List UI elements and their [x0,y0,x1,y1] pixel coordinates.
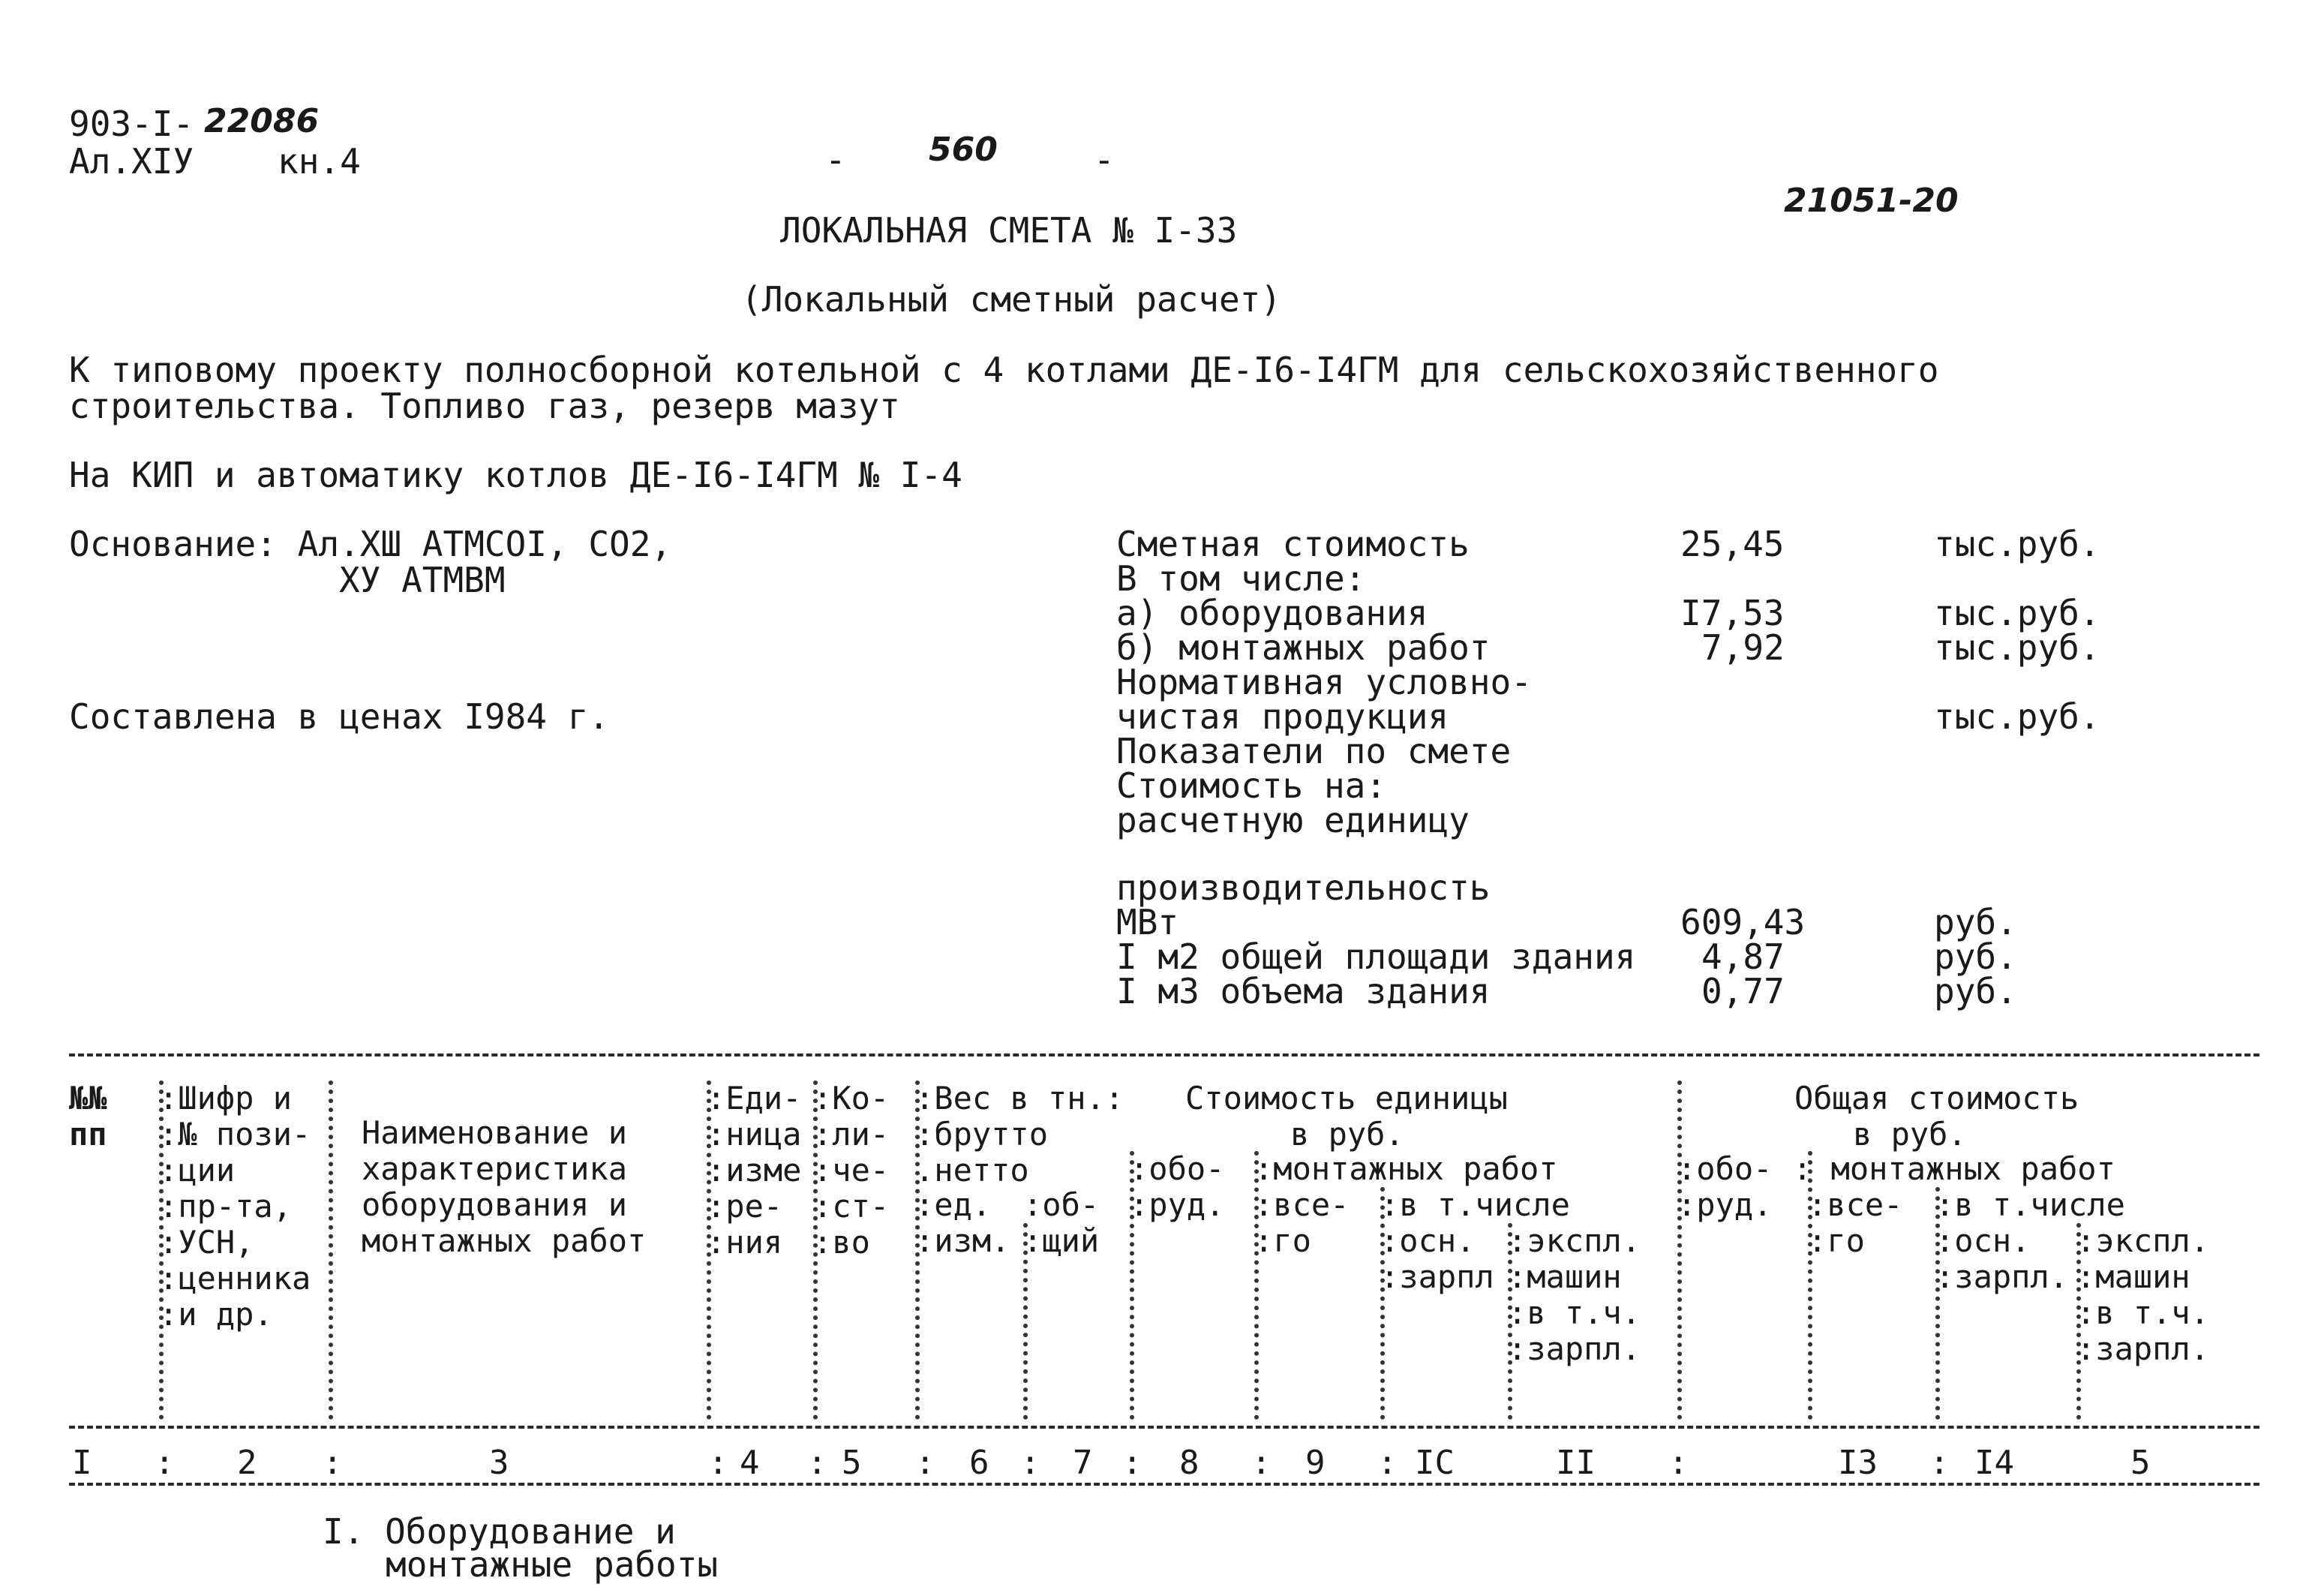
summary-install-value: 7,92 [1701,627,1785,668]
page-subtitle: (Локальный сметный расчет) [741,279,1282,320]
column-number: 5 [2130,1444,2151,1482]
summary-area-value: 4,87 [1701,936,1785,977]
column-number: 3 [489,1444,509,1482]
basis-line-2: ХУ АТМВМ [339,560,506,600]
col-header-total-machines: :экспл. :машин :в т.ч. :зарпл. [2076,1222,2210,1367]
col-header-unit-incl: :в т.числе [1380,1186,1570,1223]
summary-area-label: I м2 общей площади здания [1116,936,1636,977]
doc-code-handwritten: 22086 [204,102,320,140]
summary-calc-unit: расчетную единицу [1116,800,1470,840]
column-separator-mark: : [1122,1444,1142,1482]
summary-including: В том числе: [1116,558,1366,599]
summary-normative-line-2: чистая продукция [1116,696,1449,737]
col-separator [329,1081,333,1420]
summary-volume-label: I м3 объема здания [1116,971,1491,1011]
column-number: I [72,1444,92,1482]
col-header-number: №№ пп [69,1080,107,1153]
summary-equipment-unit: тыс.руб. [1934,593,2100,633]
summary-volume-value: 0,77 [1701,971,1785,1011]
summary-install-label: б) монтажных работ [1116,627,1491,668]
page-dash-right: - [1094,140,1115,180]
column-separator-mark: : [915,1444,935,1482]
summary-volume-unit: руб. [1934,971,2017,1011]
column-separator-mark: : [155,1444,175,1482]
col-header-total-incl: :в т.числе [1935,1186,2125,1223]
column-separator-mark: : [1377,1444,1398,1482]
table-header-bottom-rule [69,1426,2259,1429]
album-label: Ал.XIУ [69,141,194,182]
col-header-unit-install-total: :все- :го [1254,1186,1350,1259]
column-number: II [1556,1444,1596,1482]
col-header-unit-machines: :экспл. :машин :в т.ч. :зарпл. [1508,1222,1641,1367]
col-header-total-cost: Общая стоимость [1794,1080,2079,1117]
col-header-unit-equipment: :обо- :руд. [1130,1150,1225,1223]
summary-total-unit: тыс.руб. [1934,524,2100,564]
table-numbers-rule [69,1483,2259,1486]
col-header-code: :Шифр и :№ пози- :ции :пр-та, :УСН, :ценника :и др. [159,1080,311,1333]
page-dash-left: - [825,140,846,180]
doc-code-prefix: 903-I- [69,104,194,144]
column-separator-mark: : [1929,1444,1950,1482]
book-label: кн.4 [278,141,361,182]
summary-install-unit: тыс.руб. [1934,627,2100,668]
column-separator-mark: : [323,1444,343,1482]
description-line-2: строительства. Топливо газ, резерв мазут [69,386,900,426]
col-header-total-install: : монтажных работ [1793,1150,2115,1187]
col-header-weight-total: :об- :щий [1023,1186,1100,1259]
summary-normative-unit: тыс.руб. [1934,696,2100,737]
page-number: 560 [929,131,998,169]
col-header-weight-unit: :ед. :изм. [915,1186,1010,1259]
summary-capacity-value: 609,43 [1680,902,1806,942]
column-number: IС [1415,1444,1455,1482]
col-header-quantity: :Ко- :ли- :че- :ст- :во [813,1080,890,1261]
column-separator-mark: : [1020,1444,1040,1482]
column-number: 9 [1305,1444,1326,1482]
summary-cost-on: Стоимость на: [1116,765,1387,806]
summary-capacity-unit: руб. [1934,902,2017,942]
col-header-total-install-total: :все- :го [1808,1186,1903,1259]
column-number: 5 [842,1444,862,1482]
summary-capacity-line-2: МВт [1116,902,1179,942]
column-separator-mark: : [807,1444,827,1482]
description-line-1: К типовому проекту полносборной котельной с 4 котлами ДЕ-I6-I4ГМ для сельскохозяйственного [69,350,1939,390]
col-header-unit-install: :монтажных работ [1254,1150,1558,1187]
prices-line: Составлена в ценах I984 г. [69,696,610,737]
column-number: 2 [237,1444,257,1482]
summary-equipment-label: а) оборудования [1116,593,1428,633]
col-header-total-salary: :осн. :зарпл. [1935,1222,2069,1295]
col-header-name: Наименование и характеристика оборудования и монтажных работ [362,1114,647,1259]
summary-total-label: Сметная стоимость [1116,524,1470,564]
column-number: I4 [1974,1444,2014,1482]
col-separator [1677,1081,1682,1420]
summary-equipment-value: I7,53 [1680,593,1785,633]
summary-area-unit: руб. [1934,936,2017,977]
column-number: 7 [1073,1444,1093,1482]
col-header-total-equipment: :обо- :руд. [1677,1150,1773,1223]
summary-normative-line-1: Нормативная условно- [1116,662,1532,702]
col-header-unit-salary: :осн. :зарпл [1380,1222,1494,1295]
col-header-unit-cost-sub: в руб. [1290,1116,1404,1153]
stamp-number: 21051-20 [1784,182,1959,220]
section-heading-line-2: монтажные работы [386,1544,719,1585]
summary-capacity-line-1: производительность [1116,867,1491,908]
object-line: На КИП и автоматику котлов ДЕ-I6-I4ГМ № I-4 [69,455,962,495]
summary-indicators: Показатели по смете [1116,731,1512,771]
column-number: I3 [1838,1444,1878,1482]
table-top-rule [69,1053,2259,1056]
column-separator-mark: : [708,1444,728,1482]
column-separator-mark: : [1251,1444,1272,1482]
column-number: 4 [740,1444,760,1482]
page-title: ЛОКАЛЬНАЯ СМЕТА № I-33 [780,210,1238,251]
column-number: 6 [969,1444,989,1482]
section-heading-line-1: I. Оборудование и [323,1511,676,1552]
column-separator-mark: : [1668,1444,1689,1482]
column-number: 8 [1179,1444,1200,1482]
col-header-weight: :Вес в тн.: :брутто .нетто [915,1080,1124,1189]
col-header-total-cost-sub: в руб. [1853,1116,1967,1153]
col-header-unit-cost: Стоимость единицы [1185,1080,1508,1117]
col-header-unit: :Еди- :ница :изме :ре- :ния [707,1080,802,1261]
summary-total-value: 25,45 [1680,524,1785,564]
basis-line-1: Основание: Ал.XШ АТМСОI, СО2, [69,524,672,564]
